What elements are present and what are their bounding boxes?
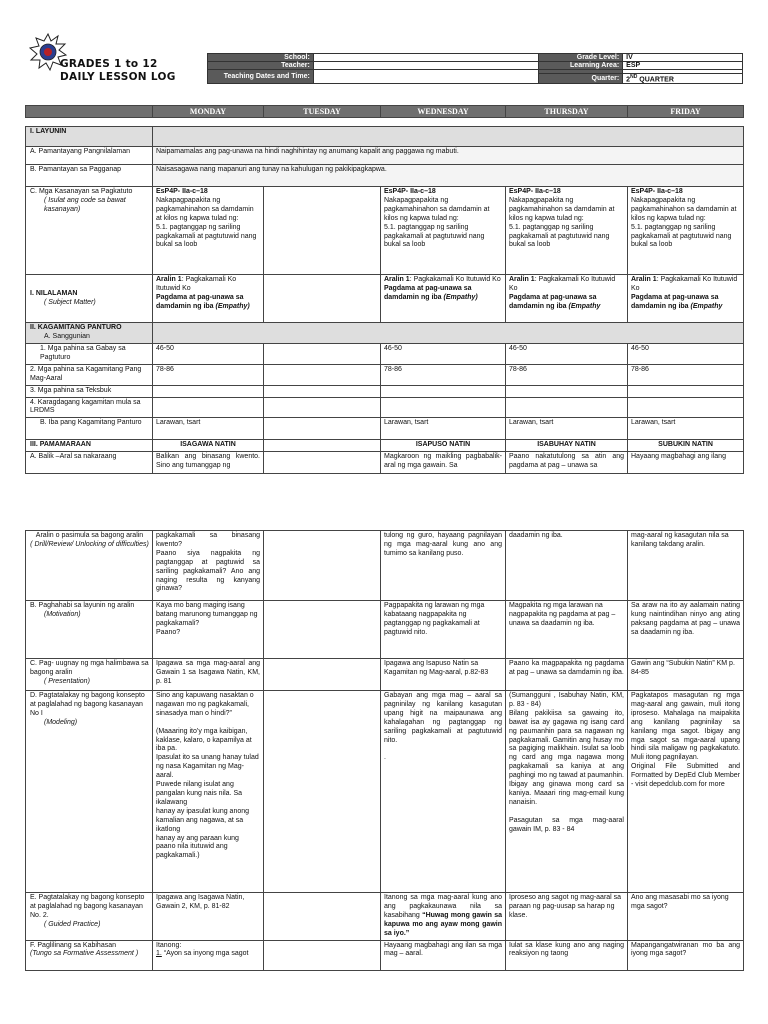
pamantayang-label: A. Pamantayang Pangnilalaman (26, 147, 153, 165)
balik-wednesday: Magkaroon ng maikling pagbabalik-aral ng mga gawain. Sa (381, 452, 506, 474)
r4-label: D. Pagtatalakay ng bagong konsepto at paglalahad ng bagong kasanayan No I (30, 692, 145, 717)
lesson-table-page-1 (25, 126, 744, 474)
iba-monday: Larawan, tsart (153, 418, 264, 440)
balik-monday: Balikan ang binasang kwento. Sino ang tumanggap ng (153, 452, 264, 474)
lrdms-label: 4. Karagdagang kagamitan mula sa LRDMS (26, 397, 153, 418)
aralin-prefix: Aralin 1 (384, 276, 410, 283)
subukin-heading: SUBUKIN NATIN (628, 440, 744, 452)
kas-text: Nakapagpapakita ng pagkamahinahon sa damdamin at kilos ng kapwa tulad ng: 5.1. pagtanggap ng sariling pagkakamali at pagtutuwid nang bukal sa loob (631, 196, 737, 249)
r1-sub: ( Drill/Review/ Unlocking of difficulties) (30, 540, 149, 548)
grade-level-label: Grade Level: (539, 54, 623, 62)
r1-friday: mag-aaral ng kasagutan nila sa kanilang takdang aralin. (628, 531, 744, 601)
gabay-friday: 46-50 (628, 343, 744, 364)
r6-cell (26, 940, 153, 970)
r3-thursday: Paano ka magpapakita ng pagdama at pag – unawa sa damdamin ng iba. (506, 659, 628, 691)
aralin-title: : Pagkakamali Ko Itutuwid Ko (409, 276, 501, 283)
kag-wednesday: 78-86 (381, 364, 506, 385)
learning-area-value: ESP (623, 62, 743, 70)
kasanayan-label: C. Mga Kasanayan sa Pagkatuto (30, 188, 133, 195)
day-friday: FRIDAY (628, 106, 744, 118)
quarter-label: Quarter: (539, 74, 623, 84)
teksbuk-label: 3. Mga pahina sa Teksbuk (26, 385, 153, 397)
r4-friday: Pagkatapos masagutan ng mga mag-aaral ang gawain, muli itong iproseso. Mahalaga na maipakita ang kanilang pagninilay sa kanilang mga sagot. Ibigay ang mga sagot sa mga-aaral upang hindi sila maligaw ng pagkakatuto. Muli itong pagnilayan. Original File Submitted and Formatted by DepEd Club Member - visit depedclub.com for more (628, 691, 744, 893)
aralin-title: : Pagkakamali Ko Itutuwid Ko (509, 276, 616, 292)
school-info-table (207, 53, 743, 84)
aralin-prefix: Aralin 1 (509, 276, 535, 283)
learning-area-label: Learning Area: (539, 62, 623, 70)
teacher-label: Teacher: (208, 62, 314, 70)
brand-line-2: DAILY LESSON LOG (60, 71, 176, 83)
teaching-dates-value (313, 70, 538, 84)
empathy: (Empathy) (443, 293, 478, 301)
kag-thursday: 78-86 (506, 364, 628, 385)
r2-monday: Kaya mo bang maging isang batang marunong tumanggap ng pagkakamali? Paano? (153, 601, 264, 659)
r4-cell (26, 691, 153, 893)
empathy: (Empathy) (215, 302, 250, 310)
iba-thursday: Larawan, tsart (506, 418, 628, 440)
r4-monday: Sino ang kapuwang nasaktan o nagawan mo ng pagkakamali, sinasadya man o hindi?” (Maaaring ito’y mga kaibigan, kaklase, kalaro, o kapamilya at iba pa. Ipasulat ito sa unang hanay tulad ng nasa Kagamitan ng Mag-aaral. Puwede nilang isulat ang pangalan kung nais nila. Sa ikalawang hanay ay ipasulat kung anong kamalian ang nagawa, at sa ikatlong hanay ay ang paraan kung paano nila itutuwid ang pagkakamali.) (153, 691, 264, 893)
gabay-label: 1. Mga pahina sa Gabay sa Pagtuturo (26, 343, 153, 364)
pagdama: Pagdama at pag-unawa sa damdamin ng iba (384, 284, 472, 301)
kasanayan-friday (628, 187, 744, 275)
aralin-title: : Pagkakamali Ko Itutuwid Ko (156, 276, 237, 292)
day-monday: MONDAY (153, 106, 264, 118)
r6-thursday: Iulat sa klase kung ano ang naging reaksiyon ng taong (506, 940, 628, 970)
balik-friday: Hayaang magbahagi ang ilang (628, 452, 744, 474)
pamamaraan-label: III. PAMAMARAAN (26, 440, 153, 452)
isagawa-heading: ISAGAWA NATIN (153, 440, 264, 452)
r2-thursday: Magpakita ng mga larawan na nagpapakita ng pagdama at pag – unawa sa daadamin ng iba. (506, 601, 628, 659)
nilalaman-sub: ( Subject Matter) (44, 298, 96, 306)
iba-label: B. Iba pang Kagamitang Panturo (26, 418, 153, 440)
r3-label: C. Pag- uugnay ng mga halimbawa sa bagong aralin (30, 660, 149, 676)
r4-thursday: (Sumangguni , Isabuhay Natin, KM, p. 83 - 84) Bilang pakikiisa sa gawaing ito, bawat isa ay gagawa ng isang card ng paumanhin para sa nagawan ng pagkakamali. Gamitin ang husay mo sa pagiging malikhain. Isulat sa loob ng card ang mga nagawa mong pagkakamali sa kaniya at ang paghingi mo ng tawad at paumanhin. Ibigay ang ginawa mong card sa kaniya. Maaari ring mag-email kung nanaisin. Pasagutan sa mga mag-aaral gawain IM, p. 83 - 84 (506, 691, 628, 893)
kasanayan-cell (26, 187, 153, 275)
grade-level-value: IV (623, 54, 743, 62)
nilalaman-thursday (506, 275, 628, 323)
r5-label: E. Pagtatalakay ng bagong konsepto at paglalahad ng bagong kasanayan No. 2. (30, 894, 145, 919)
layunin-heading: I. LAYUNIN (26, 127, 153, 147)
r5-cell (26, 893, 153, 941)
pamantayang-text: Naipamamalas ang pag-unawa na hindi naghihintay ng anumang kapalit ang paggawa ng mabuti. (153, 147, 744, 165)
kasanayan-thursday (506, 187, 628, 275)
r5-wed-quote: “Huwag mong gawin sa kapuwa mo ang ayaw mong gawin sa iyo.” (384, 911, 502, 937)
iba-friday: Larawan, tsart (628, 418, 744, 440)
day-thursday: THURSDAY (506, 106, 628, 118)
lesson-table-page-2 (25, 530, 744, 971)
pagganap-label: B. Pamantayan sa Pagganap (26, 165, 153, 187)
school-value (313, 54, 538, 62)
code: EsP4P- IIa-c–18 (156, 188, 208, 195)
kas-text: Nakapagpapakita ng pagkamahinahon sa damdamin at kilos ng kapwa tulad ng: 5.1. pagtanggap ng sariling pagkakamali at pagtutuwid nang bukal sa loob (509, 196, 615, 249)
r1-wednesday: tulong ng guro, hayaang pagnilayan ng mga mag-aaral kung ano ang tumimo sa kanilang puso. (381, 531, 506, 601)
kas-text: Nakapagpapakita ng pagkamahinahon sa damdamin at kilos ng kapwa tulad ng: 5.1. pagtanggap ng sariling pagkakamali at pagtutuwid nang bukal sa loob (156, 196, 257, 249)
r3-monday: Ipagawa sa mga mag-aaral ang Gawain 1 sa Isagawa Natin, KM, p. 81 (153, 659, 264, 691)
r5-sub: ( Guided Practice) (44, 920, 101, 928)
r6-mon-num: 1. (156, 950, 162, 958)
r3-wednesday: Ipagawa ang Isapuso Natin sa Kagamitan ng Mag-aaral, p.82-83 (381, 659, 506, 691)
r1-monday: pagkakamali sa binasang kwento? Paano siya nagpakita ng pagtanggap at pagtuwid sa sariling pagkakamali? Ano ang naging resulta ng kanyang ginawa? (153, 531, 264, 601)
r3-friday: Gawin ang “Subukin Natin” KM p. 84-85 (628, 659, 744, 691)
kasanayan-wednesday (381, 187, 506, 275)
r6-mon-text: “Ayon sa inyong mga sagot (161, 950, 249, 958)
kas-text: Nakapagpapakita ng pagkamahinahon sa damdamin at kilos ng kapwa tulad ng: 5.1. pagtanggap ng sariling pagkakamali at pagtutuwid nang bukal sa loob (384, 196, 490, 249)
r6-mon-ask: Itanong: (156, 941, 182, 949)
brand-line-1: GRADES 1 to 12 (60, 58, 158, 70)
r5-friday: Ano ang masasabi mo sa iyong mga sagot? (628, 893, 744, 941)
r5-thursday: Iproseso ang sagot ng mag-aaral sa paraan ng pag-uusap sa harap ng klase. (506, 893, 628, 941)
r3-sub: ( Presentation) (44, 677, 90, 685)
r2-friday: Sa araw na ito ay aalamain nating kung naintindihan ninyo ang ating paksang pagdama at pag – unawa sa daadamin ng iba. (628, 601, 744, 659)
kag-friday: 78-86 (628, 364, 744, 385)
r5-wednesday (381, 893, 506, 941)
teacher-value (313, 62, 538, 70)
r6-label: F. Paglilinang sa Kabihasan (30, 941, 117, 949)
r3-cell (26, 659, 153, 691)
gabay-monday: 46-50 (153, 343, 264, 364)
pagdama: Pagdama at pag-unawa sa damdamin ng iba (156, 293, 244, 310)
isabuhay-heading: ISABUHAY NATIN (506, 440, 628, 452)
kasanayan-sub: ( Isulat ang code sa bawat kasanayan) (44, 196, 126, 213)
nilalaman-cell (26, 275, 153, 323)
r1-cell (26, 531, 153, 601)
code: EsP4P- IIa-c–18 (631, 188, 683, 195)
kasanayan-monday (153, 187, 264, 275)
r2-sub: (Motivation) (44, 610, 81, 618)
balik-aral-label: A. Balik –Aral sa nakaraang (26, 452, 153, 474)
pagdama: Pagdama at pag-unawa sa damdamin ng iba (509, 293, 597, 310)
sanggunian-label: A. Sanggunian (44, 332, 90, 340)
r2-wednesday: Pagpapakita ng larawan ng mga kabataang nagpapakita ng pagtanggap ng pagkakamali at pagtuwid nito. (381, 601, 506, 659)
r2-label: B. Paghahabi sa layunin ng aralin (30, 602, 135, 609)
gabay-thursday: 46-50 (506, 343, 628, 364)
r6-friday: Mapangangatwiranan mo ba ang iyong mga sagot? (628, 940, 744, 970)
teaching-dates-label: Teaching Dates and Time: (208, 70, 314, 84)
empathy: (Empathy (690, 302, 723, 310)
r1-thursday: daadamin ng iba. (506, 531, 628, 601)
nilalaman-label: I. NILALAMAN (30, 289, 78, 297)
empathy: (Empathy (568, 302, 601, 310)
r2-cell (26, 601, 153, 659)
code: EsP4P- IIa-c–18 (509, 188, 561, 195)
quarter-value: 2ND QUARTER (623, 74, 743, 84)
r6-monday (153, 940, 264, 970)
aralin-title: : Pagkakamali Ko Itutuwid Ko (631, 276, 738, 292)
r6-sub: (Tungo sa Formative Assessment ) (30, 950, 139, 958)
gabay-wednesday: 46-50 (381, 343, 506, 364)
r1-label: Aralin o pasimula sa bagong aralin (35, 532, 144, 539)
r4-sub: (Modeling) (44, 718, 78, 726)
weekday-header (25, 105, 744, 118)
aralin-prefix: Aralin 1 (631, 276, 657, 283)
school-label: School: (208, 54, 314, 62)
code: EsP4P- IIa-c–18 (384, 188, 436, 195)
aralin-prefix: Aralin 1 (156, 276, 182, 283)
iba-wednesday: Larawan, tsart (381, 418, 506, 440)
isapuso-heading: ISAPUSO NATIN (381, 440, 506, 452)
balik-thursday: Paano nakatutulong sa atin ang pagdama at pag – unawa sa (506, 452, 628, 474)
r5-monday: Ipagawa ang Isagawa Natin, Gawain 2, KM, p. 81-82 (153, 893, 264, 941)
r4-wednesday: Gabayan ang mga mag – aaral sa pagninilay ng kanilang kasagutan upang higit na maipaunawa ang kahalagahan ng pagtanggap ng sariling pagkakamali at pagtutuwid nito. . (381, 691, 506, 893)
document-brand (60, 58, 176, 84)
pagganap-text: Naisasagawa nang mapanuri ang tunay na kahulugan ng pakikipagkapwa. (153, 165, 744, 187)
nilalaman-wednesday (381, 275, 506, 323)
day-wednesday: WEDNESDAY (381, 106, 506, 118)
pagdama: Pagdama at pag-unawa sa damdamin ng iba (631, 293, 719, 310)
r5-wed-text: Itanong sa mga mag-aaral kung ano ang pagkakaunawa nila sa kasabihang (384, 894, 502, 919)
kag-monday: 78-86 (153, 364, 264, 385)
kagamitan-cell (26, 323, 153, 344)
day-tuesday: TUESDAY (264, 106, 381, 118)
nilalaman-monday (153, 275, 264, 323)
r6-wednesday: Hayaang magbahagi ang ilan sa mga mag – aaral. (381, 940, 506, 970)
kagamitan-label: II. KAGAMITANG PANTURO (30, 324, 122, 331)
nilalaman-friday (628, 275, 744, 323)
kag-label: 2. Mga pahina sa Kagamitang Pang Mag-Aaral (26, 364, 153, 385)
